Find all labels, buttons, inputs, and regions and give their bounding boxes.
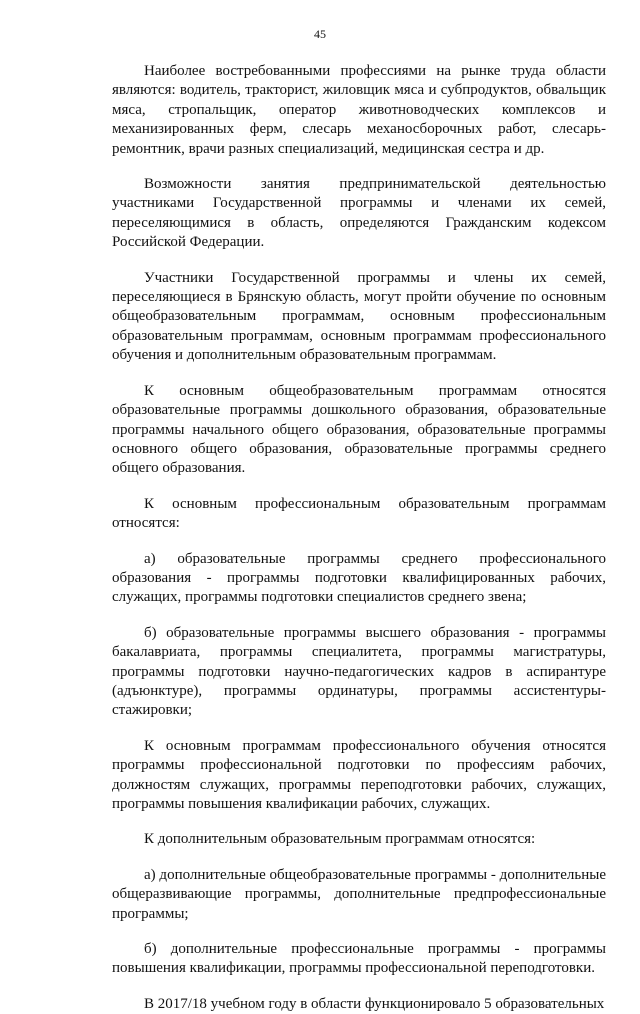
paragraph-entrepreneurship: Возможности занятия предпринимательской деятельностью участниками Государственной программы и членами их семей, переселяющимися в область, определяются Гражданским кодексом Российской Федерации.	[112, 176, 606, 251]
paragraph-additional-professional: б) дополнительные профессиональные программы - программы повышения квалификации, программы профессиональной переподготовки.	[112, 941, 606, 977]
paragraph-secondary-vocational: а) образовательные программы среднего профессионального образования - программы подготовки квалифицированных рабочих, служащих, программы подготовки специалистов среднего звена;	[112, 550, 606, 606]
paragraph-professions: Наиболее востребованными профессиями на рынке труда области являются: водитель, тракторист, жиловщик мяса и субпродуктов, обвальщик мяса, стропальщик, оператор животноводческих комплексов и механизированных ферм, слесарь механосборочных работ, слесарь-ремонтник, врачи разных специализаций, медицинская сестра и др.	[112, 63, 606, 157]
paragraph-higher-education: б) образовательные программы высшего образования - программы бакалавриата, программы специалитета, программы магистратуры, программы подготовки научно-педагогических кадров в аспирантуре (адъюнктуре), программы ординатуры, программы ассистентуры-стажировки;	[112, 624, 606, 719]
paragraph-general-education: К основным общеобразовательным программам относятся образовательные программы дошкольного образования, образовательные программы начального общего образования, образовательные программы основного общего образования, образовательные программы среднего общего образования.	[112, 382, 606, 477]
paragraph-academic-year: В 2017/18 учебном году в области функционировало 5 образовательных	[144, 995, 605, 1012]
paragraph-additional-heading: К дополнительным образовательным программам относятся:	[144, 831, 536, 848]
page-number: 45	[314, 27, 326, 41]
paragraph-professional-heading: К основным профессиональным образовательным программам относятся:	[112, 495, 606, 532]
document-body	[112, 62, 606, 1014]
paragraph-additional-general: а) дополнительные общеобразовательные программы - дополнительные общеразвивающие программы, дополнительные предпрофессиональные программы;	[112, 866, 606, 922]
paragraph-vocational-training: К основным программам профессионального обучения относятся программы профессиональной подготовки по профессиям рабочих, должностям служащих, программы переподготовки рабочих, служащих, программы повышения квалификации рабочих, служащих.	[112, 737, 606, 812]
paragraph-education-access: Участники Государственной программы и члены их семей, переселяющиеся в Брянскую область, могут пройти обучение по основным общеобразовательным программам, основным профессиональным образовательным программам, основным программам профессионального обучения и дополнительным образовательным программам.	[112, 269, 606, 364]
